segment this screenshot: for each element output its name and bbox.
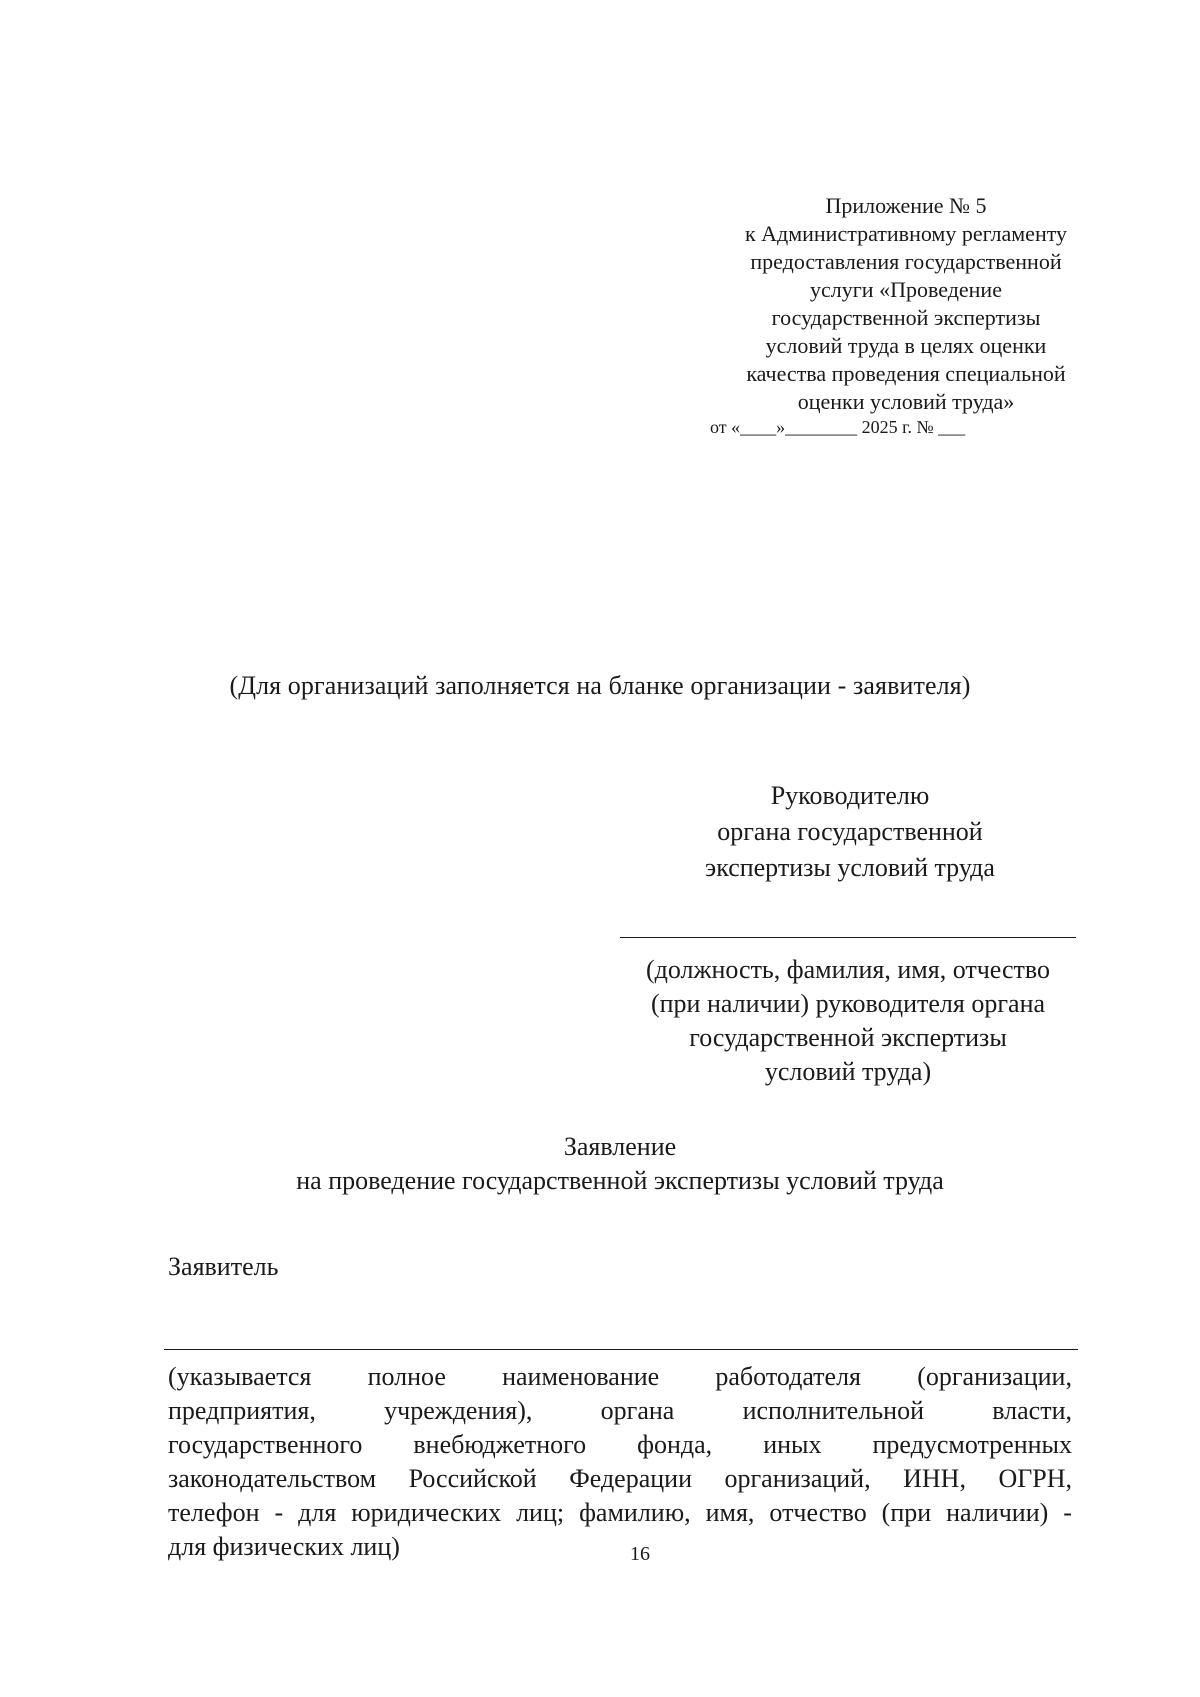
caption-word: внебюджетного	[413, 1430, 587, 1459]
caption-word: Федерации	[569, 1464, 693, 1493]
appendix-line: оценки условий труда»	[797, 389, 1015, 414]
caption-word: наличии)	[946, 1498, 1049, 1527]
addressee-line: органа государственной	[717, 817, 983, 846]
addressee-line: Руководителю	[770, 781, 930, 810]
caption-word: полное	[367, 1362, 446, 1391]
addressee-caption-line: (при наличии) руководителя органа	[650, 989, 1046, 1018]
appendix-line: предоставления государственной	[750, 249, 1062, 274]
addressee-caption-line: государственной экспертизы	[689, 1023, 1007, 1052]
caption-word: фонда,	[637, 1430, 713, 1459]
caption-word: иных	[763, 1430, 822, 1459]
applicant-caption-line	[168, 1360, 1072, 1394]
statement-subtitle: на проведение государственной экспертизы условий труда	[296, 1166, 944, 1195]
caption-word: органа	[600, 1396, 675, 1425]
addressee-caption	[610, 953, 1086, 1089]
appendix-line: услуги «Проведение	[810, 277, 1002, 302]
blank-note: (Для организаций заполняется на бланке организации - заявителя)	[229, 671, 971, 700]
caption-word: фамилию,	[579, 1498, 691, 1527]
caption-word: предусмотренных	[872, 1430, 1072, 1459]
appendix-line: качества проведения специальной	[746, 361, 1066, 386]
addressee-caption-line: условий труда)	[764, 1057, 932, 1086]
caption-word: Российской	[408, 1464, 537, 1493]
caption-word: ОГРН,	[998, 1464, 1072, 1493]
appendix-line: к Административному регламенту	[744, 221, 1068, 246]
caption-word: предприятия,	[168, 1396, 316, 1425]
applicant-caption-line	[168, 1462, 1072, 1496]
caption-word: юридических	[351, 1498, 502, 1527]
addressee-caption-line: (должность, фамилия, имя, отчество	[645, 955, 1050, 984]
applicant-caption-line	[168, 1394, 1072, 1428]
caption-word: телефон	[168, 1498, 260, 1527]
caption-word: работодателя	[715, 1362, 862, 1391]
applicant-caption-last-line: для физических лиц)	[168, 1532, 400, 1561]
caption-word: организаций,	[724, 1464, 871, 1493]
caption-word: -	[274, 1498, 284, 1527]
caption-word: исполнительной	[742, 1396, 924, 1425]
caption-word: (при	[881, 1498, 932, 1527]
caption-word: для	[298, 1498, 337, 1527]
caption-word: отчество	[769, 1498, 867, 1527]
caption-word: ИНН,	[903, 1464, 966, 1493]
appendix-line: государственной экспертизы	[771, 305, 1041, 330]
caption-word: лиц;	[516, 1498, 565, 1527]
appendix-header	[718, 192, 1094, 416]
caption-word: наименование	[502, 1362, 660, 1391]
caption-word: законодательством	[168, 1464, 377, 1493]
appendix-line: Приложение № 5	[825, 193, 987, 218]
caption-word: государственного	[168, 1430, 363, 1459]
addressee-line: экспертизы условий труда	[705, 853, 995, 882]
applicant-fill-line	[164, 1349, 1078, 1350]
page-number: 16	[630, 1543, 650, 1565]
statement-heading	[0, 1130, 1200, 1198]
applicant-caption-justified	[168, 1360, 1072, 1530]
appendix-date-line: от «____»________ 2025 г. № ___	[710, 417, 966, 437]
caption-word: (указывается	[168, 1362, 312, 1391]
applicant-caption	[168, 1360, 1072, 1564]
caption-word: учреждения),	[384, 1396, 533, 1425]
addressee-block	[660, 778, 1040, 886]
caption-word: имя,	[705, 1498, 755, 1527]
caption-word: -	[1063, 1498, 1072, 1527]
applicant-caption-line	[168, 1428, 1072, 1462]
appendix-line: условий труда в целях оценки	[765, 333, 1047, 358]
caption-word: (организации,	[917, 1362, 1072, 1391]
caption-word: власти,	[992, 1396, 1072, 1425]
applicant-label: Заявитель	[168, 1252, 279, 1281]
addressee-fill-line	[620, 937, 1076, 938]
statement-title: Заявление	[563, 1132, 677, 1161]
applicant-caption-line	[168, 1496, 1072, 1530]
